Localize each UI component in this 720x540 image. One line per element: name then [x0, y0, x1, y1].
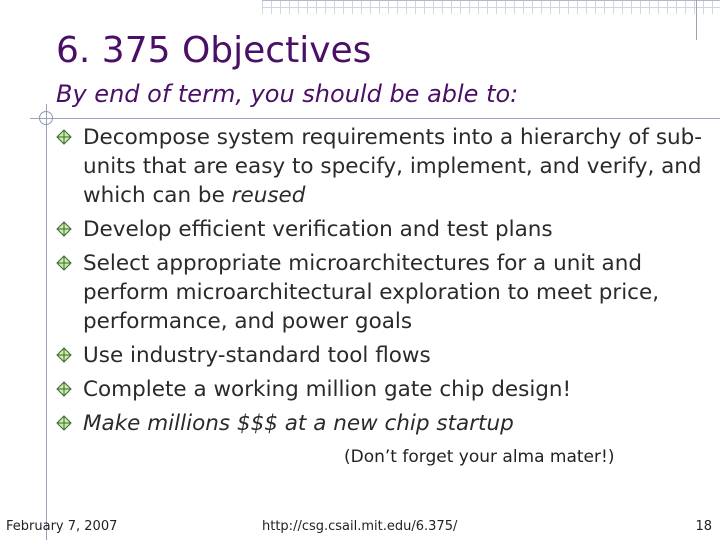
bullet-item	[56, 123, 706, 210]
page-number: 18	[695, 519, 712, 534]
bullet-text: Develop efficient verification and test plans	[83, 217, 553, 242]
decorative-circle	[39, 111, 53, 125]
bullet-text: Complete a working million gate chip design!	[83, 377, 572, 402]
bullet-item	[56, 375, 706, 404]
footer-divider	[0, 512, 720, 513]
diamond-cross-icon	[56, 221, 72, 237]
bullet-text: Use industry-standard tool flows	[83, 343, 431, 368]
bullet-text: Decompose system requirements into a hierarchy of sub-units that are easy to specify, implement, and verify, and which can be reused	[83, 125, 703, 208]
bullet-text: Make millions $$$ at a new chip startup	[83, 411, 514, 436]
decorative-grid	[262, 0, 720, 14]
footer-url[interactable]: http://csg.csail.mit.edu/6.375/	[262, 519, 458, 534]
right-vertical-line	[696, 0, 697, 40]
decorative-line	[262, 0, 720, 1]
slide-note: (Don’t forget your alma mater!)	[344, 447, 615, 467]
bullet-item	[56, 215, 706, 244]
slide-title: 6. 375 Objectives	[56, 30, 372, 71]
footer-date: February 7, 2007	[6, 519, 118, 534]
diamond-cross-icon	[56, 415, 72, 431]
title-divider-line	[30, 118, 720, 119]
diamond-cross-icon	[56, 255, 72, 271]
diamond-cross-icon	[56, 347, 72, 363]
bullet-emphasis: reused	[231, 183, 306, 208]
bullet-text: Select appropriate microarchitectures for a unit and perform microarchitectural exploration to meet price, performance, and power goals	[83, 251, 660, 334]
diamond-cross-icon	[56, 129, 72, 145]
slide-subtitle: By end of term, you should be able to:	[56, 80, 519, 108]
bullet-list	[56, 123, 706, 443]
diamond-cross-icon	[56, 381, 72, 397]
bullet-item	[56, 249, 706, 336]
bullet-item	[56, 341, 706, 370]
bullet-item	[56, 409, 706, 438]
left-vertical-line	[46, 104, 47, 540]
